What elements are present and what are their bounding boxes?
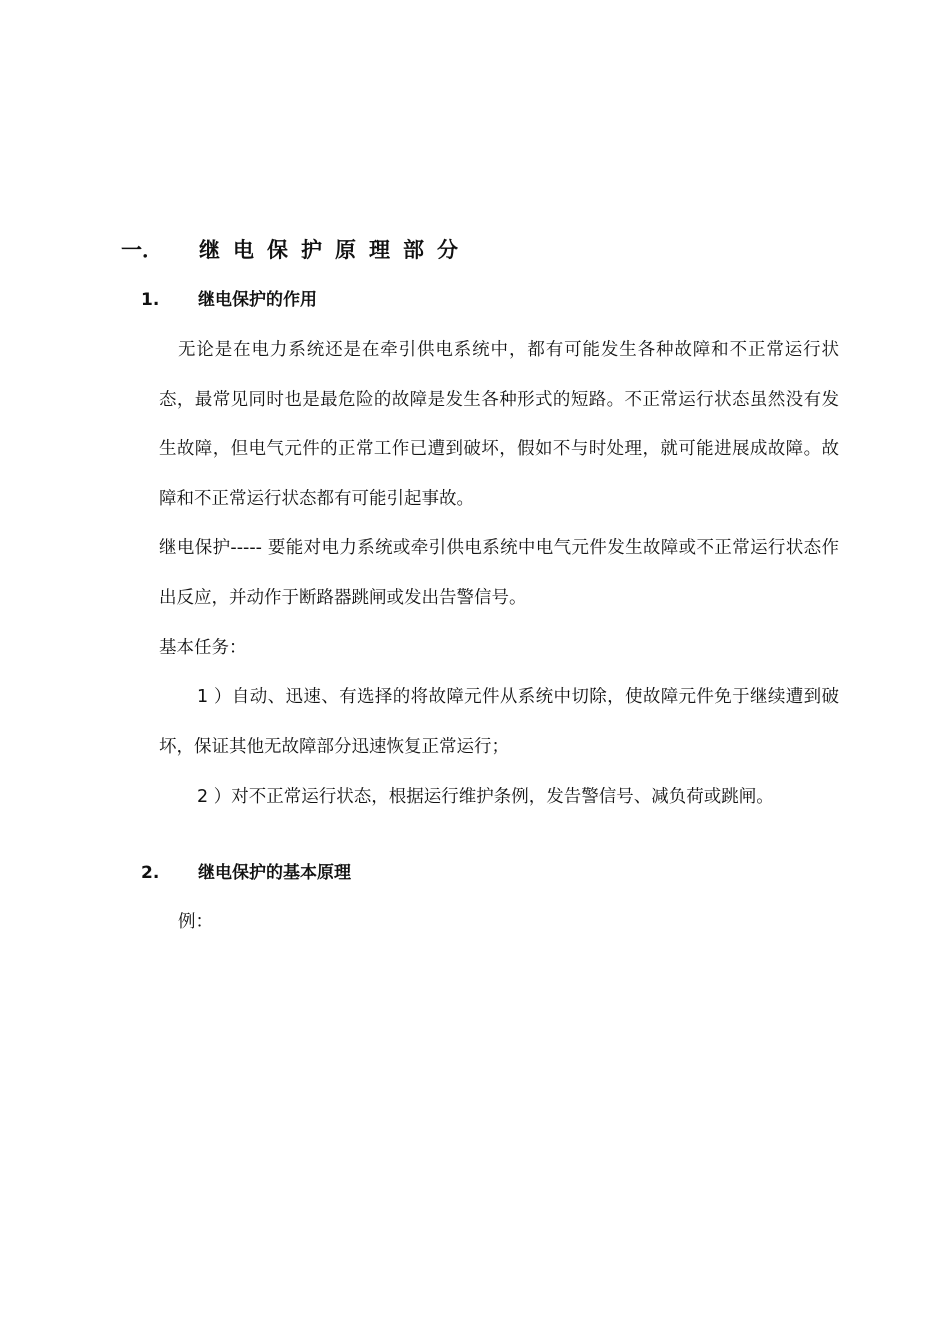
chapter-heading: [121, 236, 471, 264]
section-2-title: 继电保护的基本原理: [198, 863, 351, 883]
section-2-number: 2.: [141, 863, 160, 883]
relay-protection-definition: 继电保护----- 要能对电力系统或牵引供电系统中电气元件发生故障或不正常运行状态作出反应，并动作于断路器跳闸或发出告警信号。: [159, 538, 839, 608]
section-1-number: 1.: [141, 290, 160, 310]
chapter-title: 继电保护原理部分: [199, 238, 471, 262]
example-label: 例：: [178, 912, 213, 932]
basic-tasks-label: 基本任务：: [159, 638, 247, 658]
section-1-title: 继电保护的作用: [198, 290, 317, 310]
section-2-heading: [141, 861, 351, 885]
section-1-heading: [141, 288, 317, 312]
task-item-1: 1 ）自动、迅速、有选择的将故障元件从系统中切除，使故障元件免于继续遭到破坏，保证其他无故障部分迅速恢复正常运行；: [159, 687, 839, 757]
task-item-2: 2 ）对不正常运行状态，根据运行维护条例，发告警信号、减负荷或跳闸。: [197, 787, 774, 807]
chapter-number: 一．: [121, 238, 163, 262]
section-1-intro-paragraph: 无论是在电力系统还是在牵引供电系统中，都有可能发生各种故障和不正常运行状态，最常见同时也是最危险的故障是发生各种形式的短路。不正常运行状态虽然没有发生故障，但电气元件的正常工作已遭到破坏，假如不与时处理，就可能进展成故障。故障和不正常运行状态都有可能引起事故。: [159, 340, 839, 509]
